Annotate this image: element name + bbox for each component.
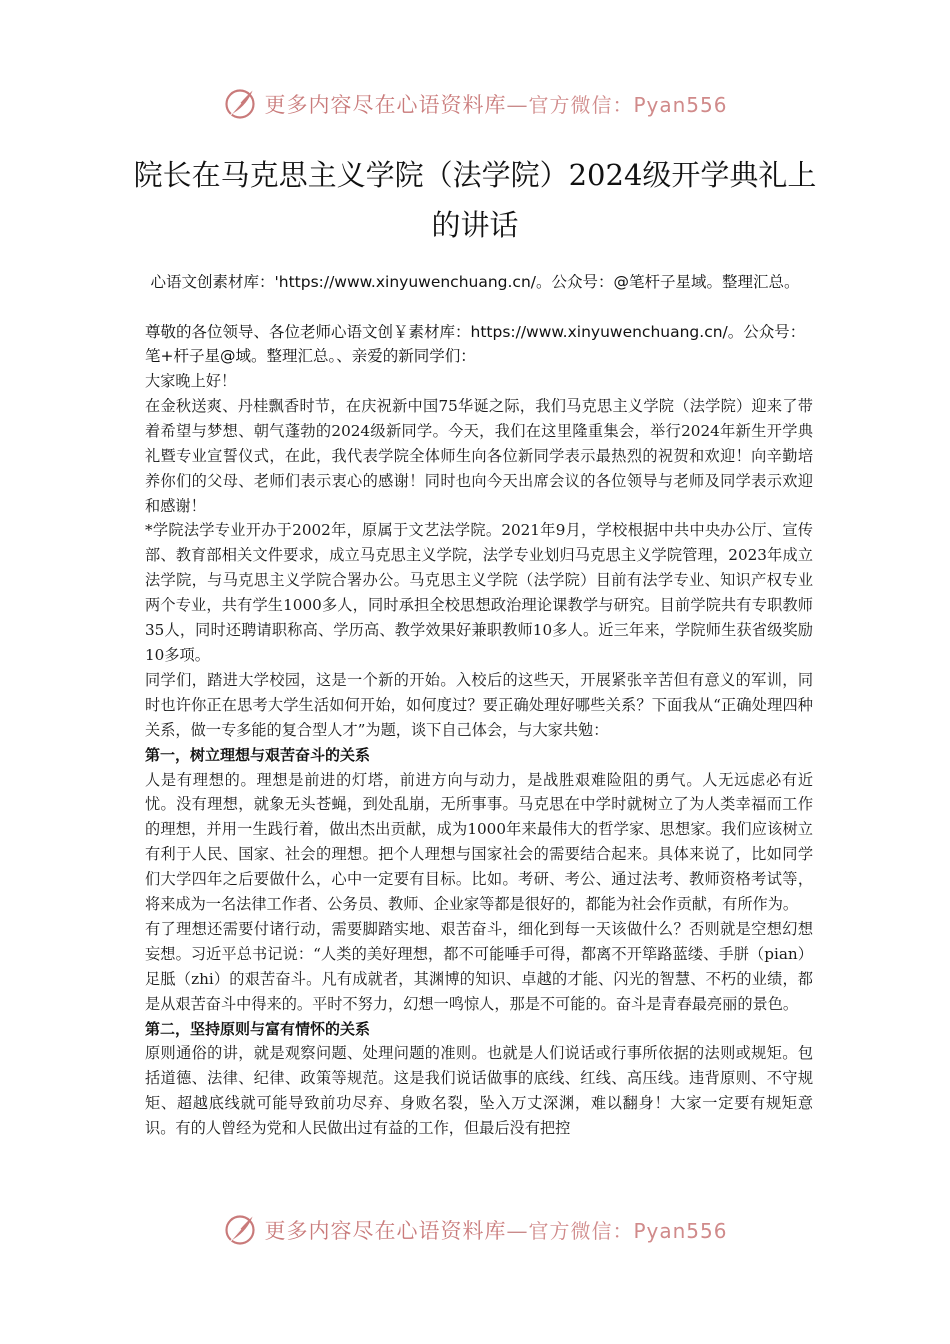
feather-pen-logo-icon [222,86,258,122]
paragraph: *学院法学专业开办于2002年，原属于文艺法学院。2021年9月，学校根据中共中央办公厅、宣传部、教育部相关文件要求，成立马克思主义学院，法学专业划归马克思主义学院管理，2023年成立法学院，与马克思主义学院合署办公。马克思主义学院（法学院）目前有法学专业、知识产权专业两个专业，共有学生1000多人，同时承担全校思想政治理论课教学与研究。目前学院共有专职教师35人，同时还聘请职称高、学历高、教学效果好兼职教师10多人。近三年来，学院师生获省级奖励10多项。 [145,521,813,664]
paragraph: 大家晚上好！ [145,372,237,390]
banner-text: 更多内容尽在心语资料库 [264,93,507,117]
greeting-line: 尊敬的各位领导、各位老师心语文创￥素材库：https://www.xinyuwenchuang.cn/。公众号：笔+杆子星@域。整理汇总。、亲爱的新同学们： [145,323,806,365]
banner-wechat: 官方微信：Pyan556 [528,93,728,117]
banner-wechat: 官方微信：Pyan556 [528,1219,728,1243]
header-watermark-banner [0,82,950,126]
document-title: 院长在马克思主义学院（法学院）2024级开学典礼上的讲话 [133,158,817,242]
banner-text: 更多内容尽在心语资料库 [264,1219,507,1243]
feather-pen-logo-icon [222,1212,258,1248]
banner-dash: — [506,1219,529,1243]
paragraph: 人是有理想的。理想是前进的灯塔，前进方向与动力，是战胜艰难险阻的勇气。人无远虑必有近忧。没有理想，就象无头苍蝇，到处乱崩，无所事事。马克思在中学时就树立了为人类幸福而工作的理想，并用一生践行着，做出杰出贡献，成为1000年来最伟大的哲学家、思想家。我们应该树立有利于人民、国家、社会的理想。把个人理想与国家社会的需要结合起来。具体来说了，比如同学们大学四年之后要做什么，心中一定要有目标。比如。考研、考公、通过法考、教师资格考试等，将来成为一名法律工作者、公务员、教师、企业家等都是很好的，都能为社会作贡献，有所作为。 [145,770,813,914]
paragraph: 原则通俗的讲，就是观察问题、处理问题的准则。也就是人们说话或行事所依据的法则或规矩。包括道德、法律、纪律、政策等规范。这是我们说话做事的底线、红线、高压线。违背原则、不守规矩、超越底线就可能导致前功尽弃、身败名裂，坠入万丈深渊，难以翻身！大家一定要有规矩意识。有的人曾经为党和人民做出过有益的工作，但最后没有把控 [145,1044,813,1138]
document-body [145,369,813,1141]
paragraph: 有了理想还需要付诸行动，需要脚踏实地、艰苦奋斗，细化到每一天该做什么？否则就是空想幻想妄想。习近平总书记说：“人类的美好理想，都不可能唾手可得，都离不开筚路蓝缕、手胼（pian）足胝（zhi）的艰苦奋斗。凡有成就者，其渊博的知识、卓越的才能、闪光的智慧、不朽的业绩，都是从艰苦奋斗中得来的。平时不努力，幻想一鸣惊人，那是不可能的。奋斗是青春最亮丽的景色。 [145,919,813,1013]
paragraph: 同学们，踏进大学校园，这是一个新的开始。入校后的这些天，开展紧张辛苦但有意义的军训，同时也许你正在思考大学生活如何开始，如何度过？要正确处理好哪些关系？下面我从“正确处理四种关系，做一专多能的复合型人才”为题，谈下自己体会，与大家共勉： [145,670,813,739]
source-note: 心语文创素材库：'https://www.xinyuwenchuang.cn/。公众号：@笔杆子星域。整理汇总。 [150,273,800,291]
section-heading-1: 第一，树立理想与艰苦奋斗的关系 [145,745,371,764]
footer-watermark-banner [0,1208,950,1252]
paragraph: 在金秋送爽、丹桂飘香时节，在庆祝新中国75华诞之际，我们马克思主义学院（法学院）迎来了带着希望与梦想、朝气蓬勃的2024级新同学。今天，我们在这里隆重集会，举行2024年新生开学典礼暨专业宣誓仪式，在此，我代表学院全体师生向各位新同学表示最热烈的祝贺和欢迎！向辛勤培养你们的父母、老师们表示衷心的感谢！同时也向今天出席会议的各位领导与老师及同学表示欢迎和感谢！ [145,396,813,515]
section-heading-2: 第二，坚持原则与富有情怀的关系 [145,1019,371,1038]
banner-dash: — [506,93,529,117]
